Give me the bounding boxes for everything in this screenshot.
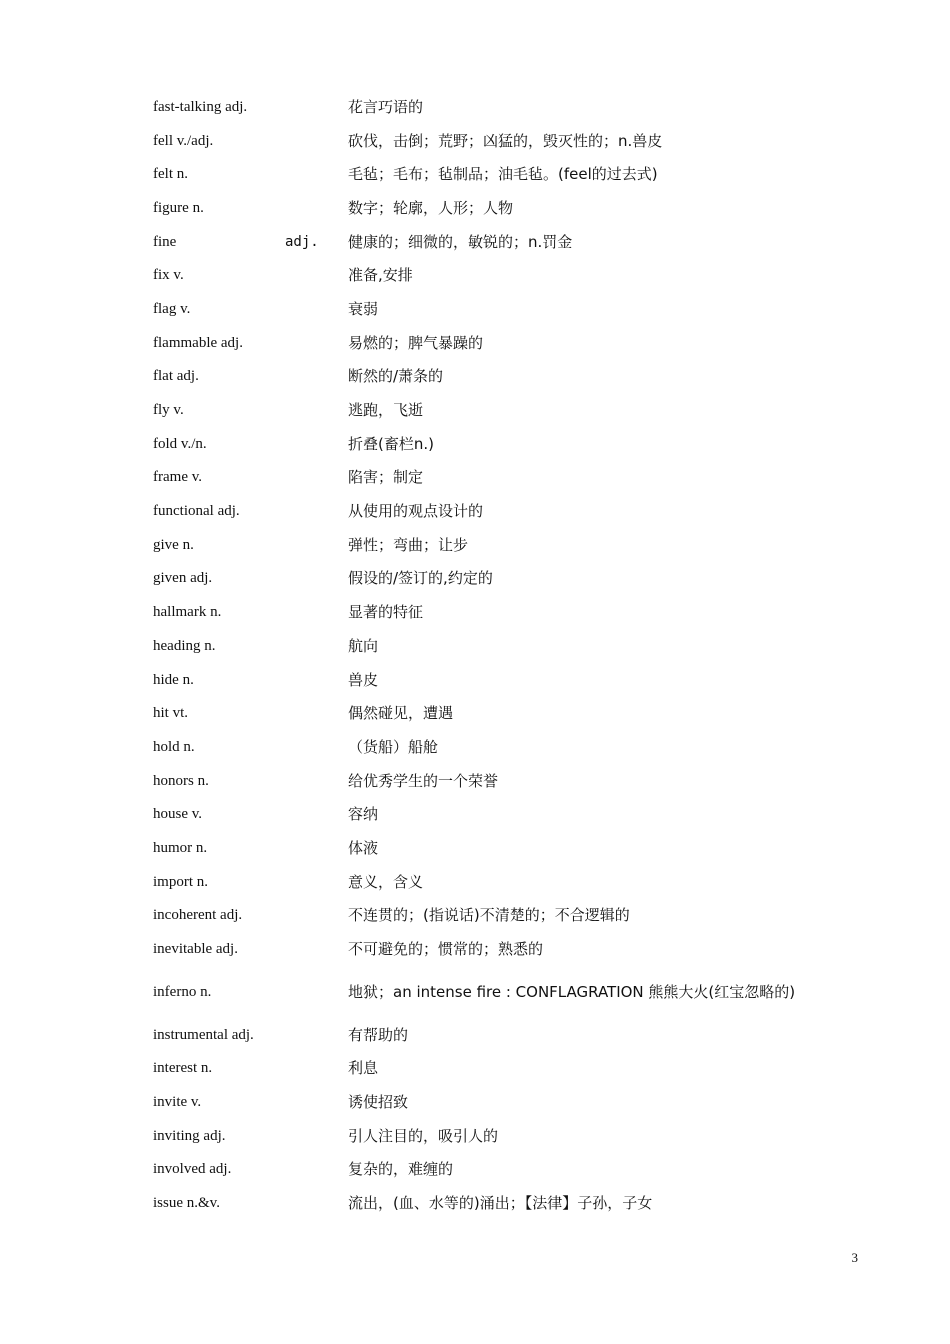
vocab-row <box>153 191 813 225</box>
vocab-word-cell <box>153 932 348 966</box>
vocab-word-cell <box>153 191 348 225</box>
vocab-definition: 显著的特征 <box>348 603 424 622</box>
vocab-definition: 引人注目的，吸引人的 <box>348 1126 499 1145</box>
vocab-definition: 折叠(畜栏n.) <box>348 434 434 453</box>
vocab-definition: 陷害；制定 <box>348 468 424 487</box>
vocab-word: interest n. <box>153 1060 213 1077</box>
vocab-row <box>153 124 813 158</box>
vocab-row <box>153 427 813 461</box>
vocab-word-cell <box>153 730 348 764</box>
vocab-word: house v. <box>153 806 203 823</box>
vocab-word: involved adj. <box>153 1161 232 1178</box>
vocab-definition: 复杂的，难缠的 <box>348 1160 454 1179</box>
vocab-definition: 准备,安排 <box>348 266 413 285</box>
vocab-definition: 假设的/签订的,约定的 <box>348 569 493 588</box>
vocab-word: fly v. <box>153 402 184 419</box>
vocab-word: honors n. <box>153 772 209 789</box>
vocab-word-cell <box>153 225 348 259</box>
vocab-part-of-speech: adj. <box>285 233 319 250</box>
vocab-word: invite v. <box>153 1094 202 1111</box>
vocab-definition: 给优秀学生的一个荣誉 <box>348 771 499 790</box>
vocab-definition: 流出，(血、水等的)涌出；【法律】子孙，子女 <box>348 1194 653 1213</box>
vocab-word: functional adj. <box>153 503 240 520</box>
vocab-word-cell <box>153 562 348 596</box>
vocab-word-cell <box>153 258 348 292</box>
vocab-row <box>153 663 813 697</box>
vocab-word: hit vt. <box>153 705 189 722</box>
vocab-word-cell <box>153 831 348 865</box>
vocab-definition: 断然的/萧条的 <box>348 367 444 386</box>
vocab-row <box>153 1018 813 1052</box>
vocab-definition: 砍伐，击倒；荒野；凶猛的，毁灭性的；n.兽皮 <box>348 131 663 150</box>
vocab-row <box>153 562 813 596</box>
vocab-row <box>153 258 813 292</box>
vocab-row <box>153 831 813 865</box>
vocab-word: import n. <box>153 873 208 890</box>
vocab-word-cell <box>153 595 348 629</box>
vocab-word-cell <box>153 427 348 461</box>
vocab-word: fold v./n. <box>153 435 207 452</box>
vocab-word: fast-talking adj. <box>153 98 248 115</box>
vocab-definition: 毛毡；毛布；毡制品；油毛毡。(feel的过去式) <box>348 165 658 184</box>
vocab-word-cell <box>153 360 348 394</box>
vocab-word: give n. <box>153 536 194 553</box>
vocab-row <box>153 966 813 1018</box>
vocab-row <box>153 225 813 259</box>
vocab-word-cell <box>153 461 348 495</box>
vocab-word-cell <box>153 393 348 427</box>
vocab-word-cell <box>153 966 348 1018</box>
vocab-row <box>153 1153 813 1187</box>
vocab-definition: （货船）船舱 <box>348 737 439 756</box>
vocab-row <box>153 1085 813 1119</box>
vocab-word: fine <box>153 233 177 250</box>
vocab-word: frame v. <box>153 469 202 486</box>
vocab-word: inevitable adj. <box>153 941 238 958</box>
vocab-definition: 诱使招致 <box>348 1093 409 1112</box>
vocab-word: flat adj. <box>153 368 199 385</box>
vocab-definition: 不连贯的；(指说话)不清楚的；不合逻辑的 <box>348 906 630 925</box>
vocab-definition: 不可避免的；惯常的；熟悉的 <box>348 940 544 959</box>
vocab-definition: 健康的；细微的，敏锐的；n.罚金 <box>348 232 573 251</box>
vocab-word-cell <box>153 764 348 798</box>
vocab-definition: 易燃的；脾气暴躁的 <box>348 333 484 352</box>
vocab-definition: 体液 <box>348 838 379 857</box>
vocab-definition: 从使用的观点设计的 <box>348 502 484 521</box>
vocab-definition: 偶然碰见，遭遇 <box>348 704 454 723</box>
vocab-row <box>153 1119 813 1153</box>
vocab-definition: 有帮助的 <box>348 1025 409 1044</box>
vocab-row <box>153 595 813 629</box>
vocab-definition: 花言巧语的 <box>348 97 424 116</box>
vocab-definition: 地狱；an intense fire : CONFLAGRATION 熊熊大火(红宝忽略的) <box>348 982 796 1001</box>
vocab-row <box>153 157 813 191</box>
vocabulary-table <box>153 90 813 1220</box>
vocab-definition: 意义，含义 <box>348 872 424 891</box>
vocab-word-cell <box>153 528 348 562</box>
vocab-word: inferno n. <box>153 983 212 1000</box>
page-number: 3 <box>851 1250 858 1265</box>
vocab-word: felt n. <box>153 166 188 183</box>
vocab-row <box>153 629 813 663</box>
vocab-word-cell <box>153 899 348 933</box>
vocab-word: hold n. <box>153 738 195 755</box>
vocab-word-cell <box>153 1052 348 1086</box>
vocab-word-cell <box>153 157 348 191</box>
vocab-word: fix v. <box>153 267 184 284</box>
vocab-row <box>153 461 813 495</box>
vocab-word-cell <box>153 494 348 528</box>
vocab-row <box>153 797 813 831</box>
vocab-row <box>153 1186 813 1220</box>
vocab-word: hide n. <box>153 671 194 688</box>
vocab-word-cell <box>153 629 348 663</box>
vocab-row <box>153 730 813 764</box>
vocab-row <box>153 326 813 360</box>
vocab-word: humor n. <box>153 839 208 856</box>
vocab-word-cell <box>153 1018 348 1052</box>
vocab-definition: 利息 <box>348 1059 379 1078</box>
vocab-row <box>153 360 813 394</box>
vocab-row <box>153 865 813 899</box>
vocab-word-cell <box>153 90 348 124</box>
vocab-row <box>153 696 813 730</box>
vocab-definition: 衰弱 <box>348 299 379 318</box>
vocab-word-cell <box>153 124 348 158</box>
vocab-word: issue n.&v. <box>153 1195 220 1212</box>
vocab-row <box>153 292 813 326</box>
vocab-word: incoherent adj. <box>153 907 243 924</box>
vocab-word: hallmark n. <box>153 604 222 621</box>
vocab-word-cell <box>153 696 348 730</box>
vocab-word-cell <box>153 1085 348 1119</box>
vocab-word: flammable adj. <box>153 334 243 351</box>
vocab-word-cell <box>153 292 348 326</box>
vocab-word: flag v. <box>153 300 191 317</box>
vocab-row <box>153 494 813 528</box>
vocab-word-cell <box>153 1153 348 1187</box>
vocab-definition: 弹性；弯曲；让步 <box>348 535 469 554</box>
vocab-word-cell <box>153 663 348 697</box>
vocab-word: inviting adj. <box>153 1127 226 1144</box>
vocab-word-cell <box>153 1119 348 1153</box>
vocab-row <box>153 899 813 933</box>
vocab-row <box>153 90 813 124</box>
vocab-word-cell <box>153 865 348 899</box>
vocab-word: given adj. <box>153 570 213 587</box>
vocab-row <box>153 764 813 798</box>
vocab-word-cell <box>153 1186 348 1220</box>
vocab-word: fell v./adj. <box>153 132 214 149</box>
vocab-definition: 逃跑，飞逝 <box>348 401 424 420</box>
vocab-definition: 数字；轮廓，人形；人物 <box>348 198 514 217</box>
vocab-word-cell <box>153 797 348 831</box>
vocab-definition: 容纳 <box>348 805 379 824</box>
vocab-word: heading n. <box>153 637 216 654</box>
vocab-row <box>153 1052 813 1086</box>
vocab-row <box>153 528 813 562</box>
vocab-definition: 兽皮 <box>348 670 379 689</box>
vocab-word-cell <box>153 326 348 360</box>
vocab-row <box>153 932 813 966</box>
vocab-word: figure n. <box>153 199 204 216</box>
vocab-definition: 航向 <box>348 636 379 655</box>
vocab-word: instrumental adj. <box>153 1026 254 1043</box>
vocabulary-table-body <box>153 90 813 1220</box>
vocab-row <box>153 393 813 427</box>
